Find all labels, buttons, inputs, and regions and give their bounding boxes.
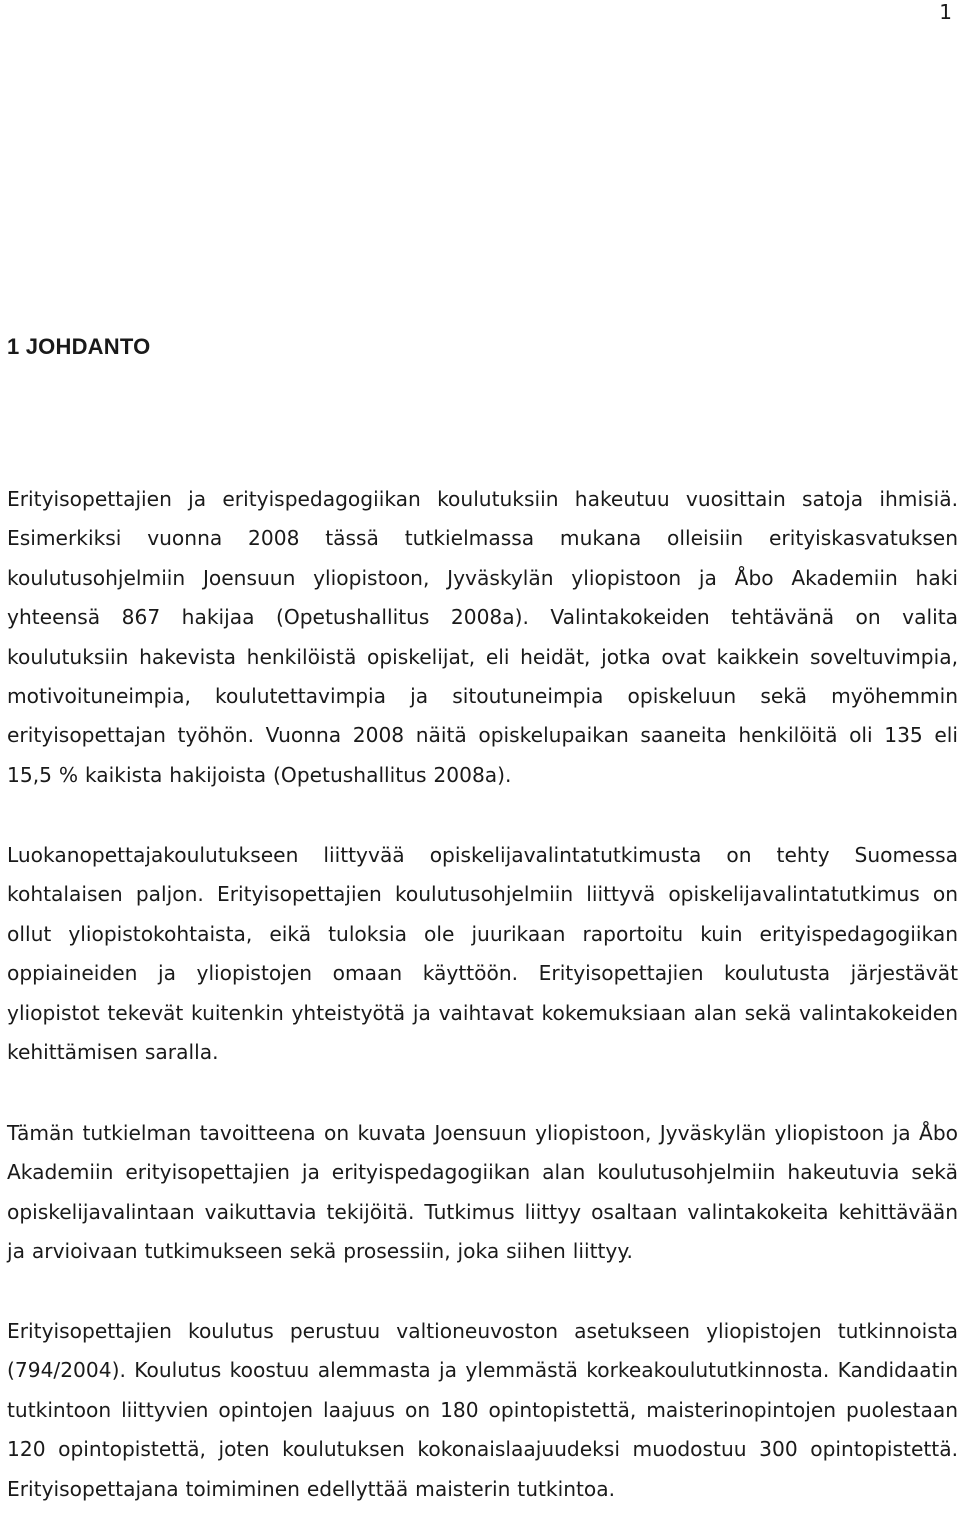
page-number: 1 [939, 0, 952, 24]
paragraph-degree-structure: Erityisopettajien koulutus perustuu valtioneuvoston asetukseen yliopistojen tutkinnoista (794/2004). Koulutus koostuu alemmasta ja ylemmästä korkeakoulututkinnosta. Kandidaatin tutkintoon liittyvien opintojen laajuus on 180 opintopistettä, maisterinopintojen puolestaan 120 opintopistettä, joten koulutuksen kokonaislaajuudeksi muodostuu 300 opintopistettä. Erityisopettajana toimiminen edellyttää maisterin tutkintoa. [7, 1319, 958, 1501]
chapter-heading: 1 JOHDANTO [7, 334, 151, 359]
paragraph-research-background: Luokanopettajakoulutukseen liittyvää opiskelijavalintatutkimusta on tehty Suomessa kohtalaisen paljon. Erityisopettajien koulutusohjelmiin liittyvä opiskelijavalintatutkimus on ollut yliopistokohtaista, eikä tuloksia ole juurikaan raportoitu kuin erityispedagogiikan oppiaineiden ja yliopistojen omaan käyttöön. Erityisopettajien koulutusta järjestävät yliopistot tekevät kuitenkin yhteistyötä ja vaihtavat kokemuksiaan alan sekä valintakokeiden kehittämisen saralla. [7, 843, 958, 1065]
paragraph-study-aim: Tämän tutkielman tavoitteena on kuvata Joensuun yliopistoon, Jyväskylän yliopistoon ja Åbo Akademiin erityisopettajien ja erityispedagogiikan alan koulutusohjelmiin hakeutuvia sekä opiskelijavalintaan vaikuttavia tekijöitä. Tutkimus liittyy osaltaan valintakokeita kehittävään ja arvioivaan tutkimukseen sekä prosessiin, joka siihen liittyy. [7, 1121, 958, 1264]
paragraph-intro: Erityisopettajien ja erityispedagogiikan koulutuksiin hakeutuu vuosittain satoja ihmisiä. Esimerkiksi vuonna 2008 tässä tutkielmassa mukana olleisiin erityiskasvatuksen koulutusohjelmiin Joensuun yliopistoon, Jyväskylän yliopistoon ja Åbo Akademiin haki yhteensä 867 hakijaa (Opetushallitus 2008a). Valintakokeiden tehtävänä on valita koulutuksiin hakevista henkilöistä opiskelijat, eli heidät, jotka ovat kaikkein soveltuvimpia, motivoituneimpia, koulutettavimpia ja sitoutuneimpia opiskeluun sekä myöhemmin erityisopettajan työhön. Vuonna 2008 näitä opiskelupaikan saaneita henkilöitä oli 135 eli 15,5 % kaikista hakijoista (Opetushallitus 2008a). [7, 487, 958, 787]
